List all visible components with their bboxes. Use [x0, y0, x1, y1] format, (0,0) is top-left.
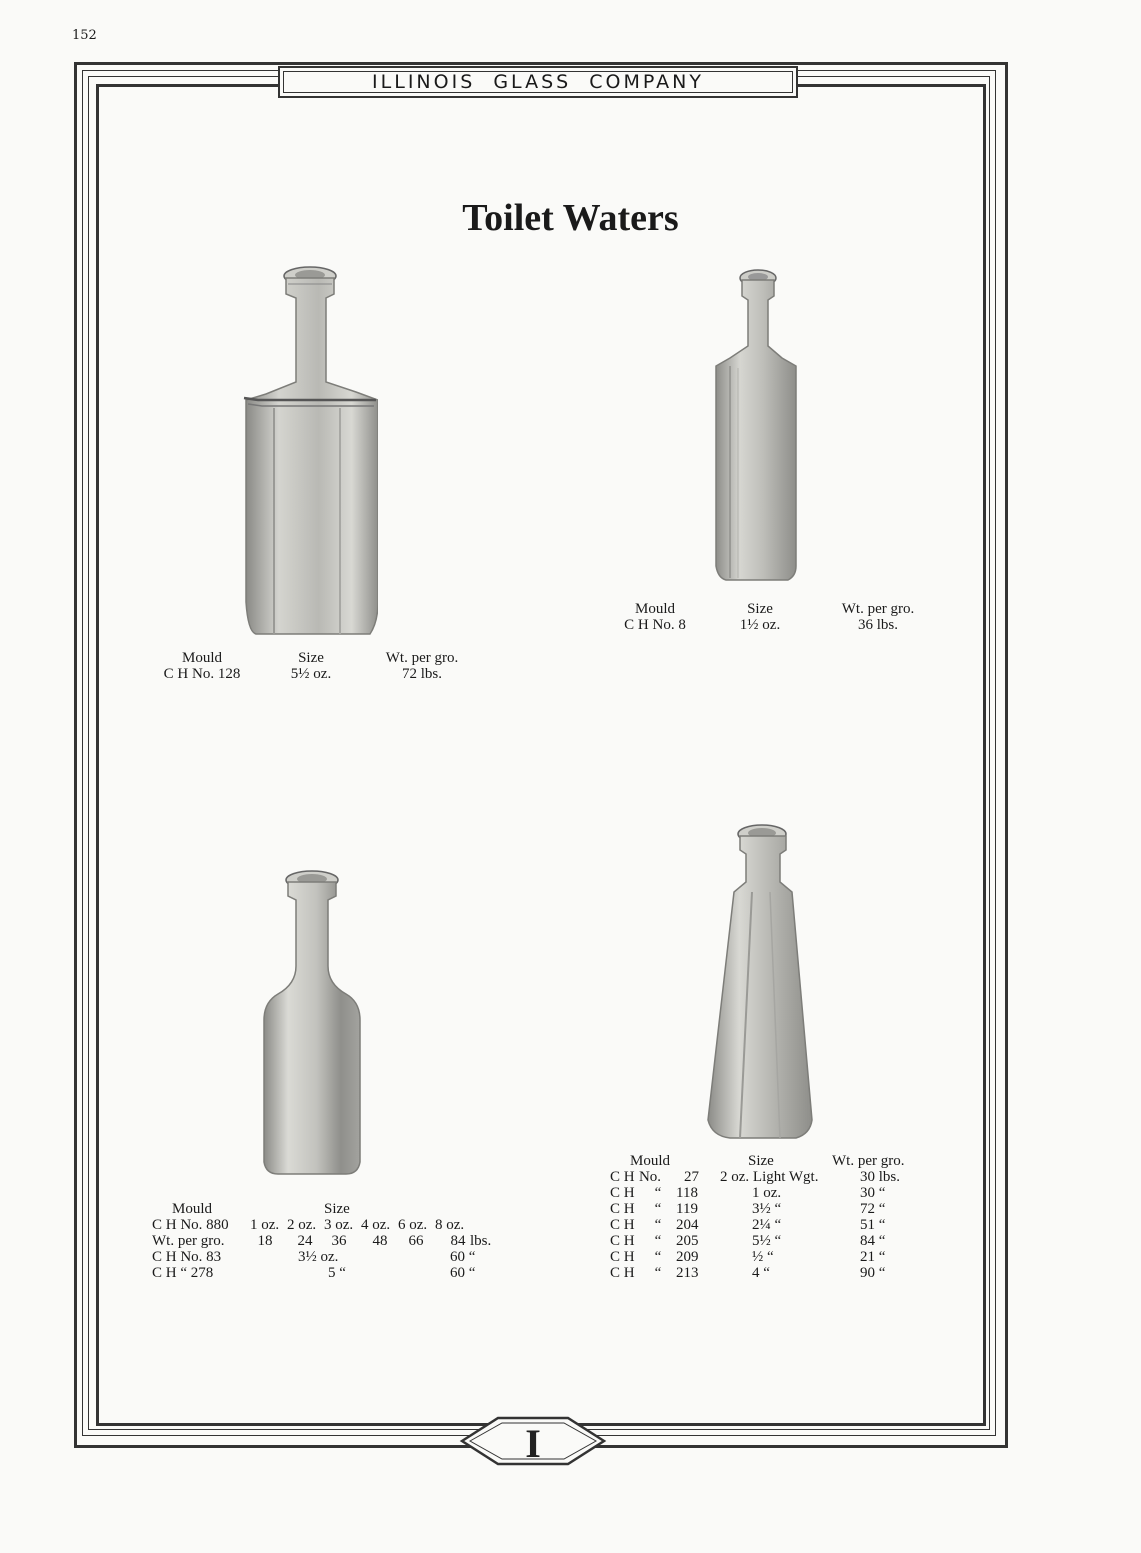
- row-prefix: C H: [610, 1169, 635, 1185]
- row-weight: 72 “: [860, 1201, 886, 1217]
- spec-8-mould-label: Mould: [634, 601, 675, 617]
- spec-880-weight-4: 48: [372, 1233, 388, 1249]
- spec-278-weight: 60 “: [450, 1265, 476, 1281]
- spec-multi-row: [610, 1217, 930, 1233]
- row-weight: 90 “: [860, 1265, 886, 1281]
- row-size: 2¼ “: [752, 1217, 782, 1233]
- spec-278-size: 5 “: [328, 1265, 346, 1281]
- spec-880-weight-8: 84: [450, 1233, 466, 1249]
- row-weight: 21 “: [860, 1249, 886, 1265]
- spec-128-mould-value: C H No. 128: [163, 666, 241, 682]
- row-size: 1 oz.: [752, 1185, 782, 1201]
- logo-letter: I: [525, 1421, 541, 1466]
- spec-multi-mould-label: Mould: [630, 1153, 671, 1169]
- spec-880-weight-2: 24: [297, 1233, 313, 1249]
- spec-880-mould-label: Mould: [172, 1201, 213, 1217]
- row-ditto-no: “: [654, 1249, 662, 1265]
- row-weight: 84 “: [860, 1233, 886, 1249]
- row-size: ½ “: [752, 1249, 774, 1265]
- row-number: 27: [684, 1169, 699, 1185]
- row-prefix: C H: [610, 1185, 635, 1201]
- row-weight: 30 lbs.: [860, 1169, 901, 1185]
- spec-880-weight-1: 18: [257, 1233, 273, 1249]
- spec-83-weight: 60 “: [450, 1249, 476, 1265]
- spec-880-size-4: 4 oz.: [361, 1217, 391, 1233]
- spec-880-weight-6: 66: [408, 1233, 424, 1249]
- row-size: 2 oz. Light Wgt.: [720, 1169, 819, 1185]
- spec-multi-weight-label: Wt. per gro.: [832, 1153, 905, 1169]
- spec-880-weight-unit: lbs.: [470, 1233, 492, 1249]
- spec-128-mould-label: Mould: [181, 650, 222, 666]
- spec-128-size-value: 5½ oz.: [290, 666, 332, 682]
- spec-128-weight-label: Wt. per gro.: [385, 650, 459, 666]
- bottle-ch-128-illustration: [228, 262, 378, 640]
- spec-8-size-value: 1½ oz.: [739, 617, 781, 633]
- spec-83-mould: C H No. 83: [152, 1249, 222, 1265]
- company-header: [278, 66, 798, 98]
- spec-8-mould-value: C H No. 8: [624, 617, 686, 633]
- row-number: 118: [676, 1185, 698, 1201]
- row-number: 204: [676, 1217, 699, 1233]
- row-size: 5½ “: [752, 1233, 782, 1249]
- spec-83-size: 3½ oz.: [298, 1249, 339, 1265]
- spec-multi-row: [610, 1169, 930, 1185]
- spec-880-size-6: 6 oz.: [398, 1217, 428, 1233]
- spec-ch-multi: [610, 1153, 930, 1281]
- spec-128-size-label: Size: [298, 650, 324, 666]
- spec-multi-row: [610, 1233, 930, 1249]
- spec-128-weight-value: 72 lbs.: [401, 666, 442, 682]
- row-prefix: C H: [610, 1201, 635, 1217]
- spec-880-size-3: 3 oz.: [324, 1217, 354, 1233]
- spec-880-size-1: 1 oz.: [250, 1217, 280, 1233]
- row-weight: 30 “: [860, 1185, 886, 1201]
- spec-880-size-label: Size: [324, 1201, 350, 1217]
- spec-8-weight-value: 36 lbs.: [857, 617, 898, 633]
- row-number: 209: [676, 1249, 699, 1265]
- spec-multi-row: [610, 1249, 930, 1265]
- row-prefix: C H: [610, 1249, 635, 1265]
- spec-880-size-2: 2 oz.: [287, 1217, 317, 1233]
- bottle-ch-880-illustration: [256, 866, 368, 1178]
- row-number: 205: [676, 1233, 699, 1249]
- row-size: 3½ “: [752, 1201, 782, 1217]
- row-prefix: C H: [610, 1217, 635, 1233]
- spec-multi-row: [610, 1185, 930, 1201]
- spec-multi-row: [610, 1265, 930, 1281]
- spec-ch-880: [152, 1201, 512, 1281]
- company-logo-diamond: [458, 1414, 608, 1468]
- row-size: 4 “: [752, 1265, 770, 1281]
- spec-multi-row: [610, 1201, 930, 1217]
- row-number: 119: [676, 1201, 698, 1217]
- bottle-ch-8-illustration: [708, 266, 802, 584]
- row-ditto-no: “: [654, 1185, 662, 1201]
- row-ditto-no: “: [654, 1201, 662, 1217]
- row-prefix: C H: [610, 1265, 635, 1281]
- spec-880-size-8: 8 oz.: [435, 1217, 465, 1233]
- page-number: 152: [72, 28, 97, 43]
- spec-multi-size-label: Size: [748, 1153, 774, 1169]
- bottle-ch-27-illustration: [700, 820, 816, 1142]
- page-title: Toilet Waters: [462, 197, 679, 239]
- spec-8-weight-label: Wt. per gro.: [841, 601, 915, 617]
- row-ditto-no: “: [654, 1233, 662, 1249]
- row-weight: 51 “: [860, 1217, 886, 1233]
- row-prefix: C H: [610, 1233, 635, 1249]
- spec-880-mould: C H No. 880: [152, 1217, 229, 1233]
- spec-880-weight-3: 36: [331, 1233, 347, 1249]
- row-ditto-no: “: [654, 1265, 662, 1281]
- row-no: No.: [638, 1169, 662, 1185]
- spec-880-weight-label: Wt. per gro.: [152, 1233, 225, 1249]
- spec-278-mould: C H “ 278: [152, 1265, 214, 1281]
- row-ditto-no: “: [654, 1217, 662, 1233]
- company-name: ILLINOIS GLASS COMPANY: [283, 71, 793, 93]
- spec-8-size-label: Size: [747, 601, 773, 617]
- row-number: 213: [676, 1265, 699, 1281]
